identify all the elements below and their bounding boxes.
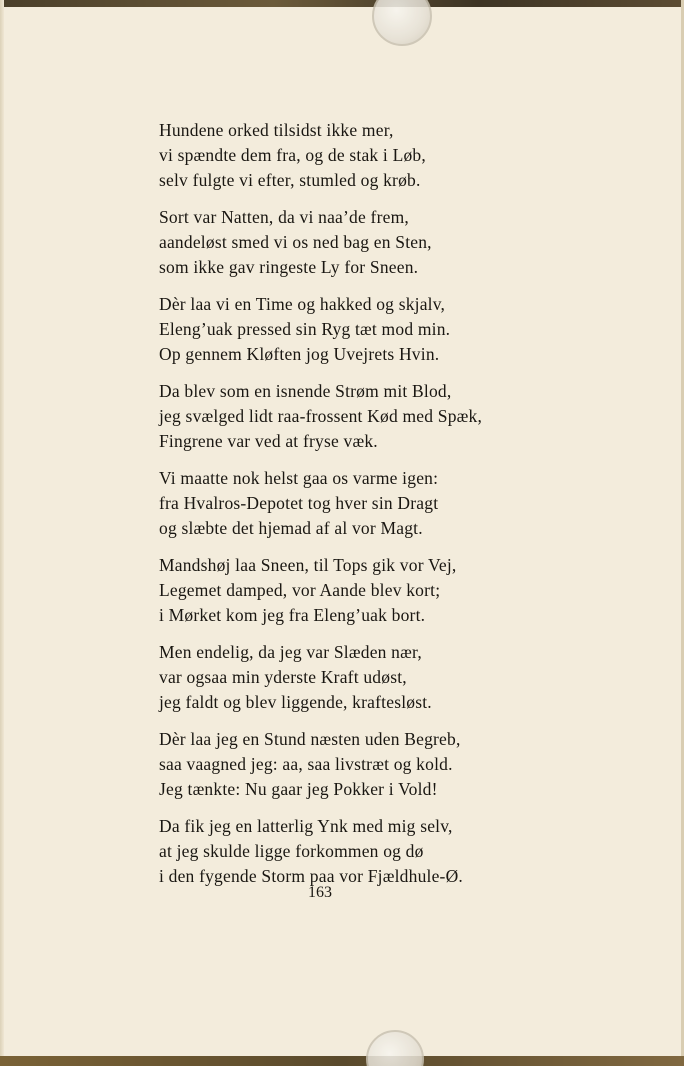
poem-line: Legemet damped, vor Aande blev kort; <box>159 580 441 600</box>
poem-line: Op gennem Kløften jog Uvejrets Hvin. <box>159 344 440 364</box>
poem-line: i Mørket kom jeg fra Eleng’uak bort. <box>159 605 426 625</box>
poem-line: at jeg skulde ligge forkommen og dø <box>159 841 424 861</box>
poem-line: Da fik jeg en latterlig Ynk med mig selv, <box>159 816 453 836</box>
stanza <box>159 292 559 367</box>
stanza <box>159 466 559 541</box>
stanza <box>159 205 559 280</box>
stanza <box>159 379 559 454</box>
poem-line: jeg svælged lidt raa-frossent Kød med Spæk, <box>159 406 483 426</box>
poem-line: jeg faldt og blev liggende, kraftesløst. <box>159 692 432 712</box>
stanza <box>159 727 559 802</box>
scan-clip-top <box>372 0 432 46</box>
page-left-edge <box>0 0 4 1066</box>
poem-line: var ogsaa min yderste Kraft udøst, <box>159 667 407 687</box>
poem-line: i den fygende Storm paa vor Fjældhule-Ø. <box>159 866 463 886</box>
poem-line: Jeg tænkte: Nu gaar jeg Pokker i Vold! <box>159 779 438 799</box>
poem-line: Vi maatte nok helst gaa os varme igen: <box>159 468 439 488</box>
poem-line: vi spændte dem fra, og de stak i Løb, <box>159 145 426 165</box>
poem-line: selv fulgte vi efter, stumled og krøb. <box>159 170 421 190</box>
page-top-edge <box>0 0 684 7</box>
poem-line: Hundene orked tilsidst ikke mer, <box>159 120 394 140</box>
poem-line: Fingrene var ved at fryse væk. <box>159 431 378 451</box>
stanza <box>159 553 559 628</box>
poem-line: og slæbte det hjemad af al vor Magt. <box>159 518 423 538</box>
poem-line: som ikke gav ringeste Ly for Sneen. <box>159 257 419 277</box>
poem-line: aandeløst smed vi os ned bag en Sten, <box>159 232 432 252</box>
poem-line: Dèr laa vi en Time og hakked og skjalv, <box>159 294 446 314</box>
scan-clip-bottom <box>366 1030 424 1066</box>
poem-line: Da blev som en isnende Strøm mit Blod, <box>159 381 452 401</box>
stanza <box>159 640 559 715</box>
poem-body <box>159 118 559 901</box>
stanza <box>159 118 559 193</box>
poem-line: Mandshøj laa Sneen, til Tops gik vor Vej, <box>159 555 457 575</box>
poem-line: Dèr laa jeg en Stund næsten uden Begreb, <box>159 729 461 749</box>
poem-line: Sort var Natten, da vi naa’de frem, <box>159 207 409 227</box>
poem-line: Eleng’uak pressed sin Ryg tæt mod min. <box>159 319 451 339</box>
poem-line: fra Hvalros-Depotet tog hver sin Dragt <box>159 493 439 513</box>
poem-line: saa vaagned jeg: aa, saa livstræt og kold. <box>159 754 453 774</box>
page-number: 163 <box>308 884 332 901</box>
stanza <box>159 814 559 889</box>
poem-line: Men endelig, da jeg var Slæden nær, <box>159 642 422 662</box>
page-bottom-edge <box>0 1056 684 1066</box>
